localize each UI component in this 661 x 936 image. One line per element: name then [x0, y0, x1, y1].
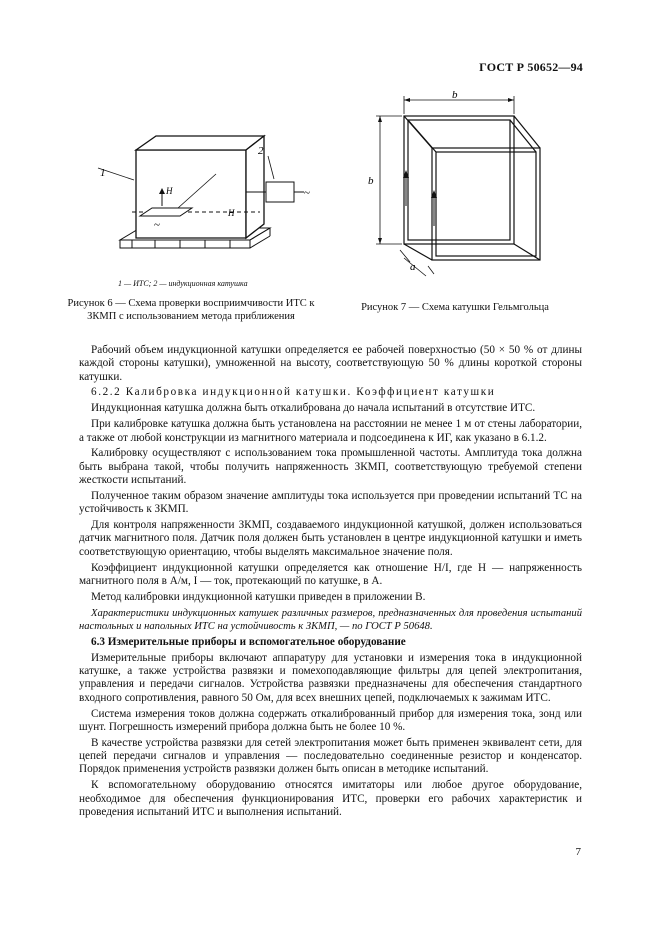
figure6-tilde-left: ~ [154, 219, 160, 231]
figure7-caption: Рисунок 7 — Схема катушки Гельмгольца [361, 302, 549, 313]
section-heading: 6.3 Измерительные приборы и вспомогательное оборудование [91, 635, 406, 648]
paragraph: Коэффициент индукционной катушки определяется как отношение H/I, где H — напряженность магнитного поля в А/м, I — ток, протекающий по катушке, в А. [79, 561, 582, 587]
paragraph: В качестве устройства развязки для сетей электропитания может быть применен эквивалент сети, для цепей передачи сигналов и управления — последовательно соединенные резистор и конденсатор. Порядок применения устройств развязки должен быть описан в методике испытаний. [79, 736, 582, 776]
figure6-legend: 1 — ИТС; 2 — индукционная катушка [118, 279, 248, 288]
paragraph: Индукционная катушка должна быть откалибрована до начала испытаний в отсутствие ИТС. [91, 402, 536, 415]
paragraph: Измерительные приборы включают аппаратуру для установки и измерения тока в индукционной катушке, а также устройства развязки и помехоподавляющие фильтры для цепей электропитания, управления и передачи сигналов. Устройства развязки предназначены для обеспечения стандартного входного сопротивления, равного 50 Ом, для всех внешних цепей, подключаемых к зажимам ИТС. [79, 651, 582, 704]
figure6-label-1: 1 [100, 167, 106, 179]
figure6-caption: Рисунок 6 — Схема проверки восприимчивости ИТС к ЗКМП с использованием метода приближения [67, 298, 315, 322]
paragraph: Система измерения токов должна содержать откалиброванный прибор для измерения тока, зонд или шунт. Погрешность измерений прибора должна быть не более 10 %. [79, 707, 582, 733]
paragraph: Калибровку осуществляют с использованием тока промышленной частоты. Амплитуда тока должна быть выбрана такой, чтобы получить напряженность ЗКМП, соответствующую требуемой степени жесткости испытаний. [79, 447, 582, 487]
figure7-label-a: a [410, 261, 416, 273]
standard-code: ГОСТ Р 50652—94 [479, 60, 583, 74]
figure-6-diagram [60, 132, 320, 292]
body-text [79, 344, 582, 822]
paragraph: Рабочий объем индукционной катушки определяется ее рабочей поверхностью (50 × 50 % от длины каждой стороны катушки), умноженной на высоту, соответствующую 50 % длины короткой стороны катушки. [79, 344, 582, 383]
subsection-heading: 6.2.2 Калибровка индукционной катушки. Коэффициент катушки [91, 386, 496, 399]
figure7-label-b-top: b [452, 89, 458, 101]
page-number: 7 [575, 846, 581, 858]
paragraph: К вспомогательному оборудованию относятся имитаторы или любое другое оборудование, необходимое для обеспечения функционирования ИТС, проверки его рабочих характеристик и проведения испытаний ИТС и выполнения испытаний. [79, 779, 582, 818]
paragraph: Метод калибровки индукционной катушки приведен в приложении В. [91, 590, 426, 603]
figure6-label-2: 2 [258, 145, 264, 157]
figure6-tilde-right: ~ [304, 187, 310, 199]
figure6-label-h-right: H [228, 208, 235, 218]
paragraph: При калибровке катушка должна быть установлена на расстоянии не менее 1 м от стены лаборатории, а также от любой конструкции из магнитного материала и подсоединена к ИГ, как указано в 6.1.2. [79, 418, 582, 444]
figure-7-diagram [360, 86, 560, 286]
paragraph: Полученное таким образом значение амплитуды тока используется при проведении испытаний ТС на устойчивость к ЗКМП. [79, 489, 582, 516]
paragraph: Для контроля напряженности ЗКМП, создаваемого индукционной катушкой, должен использоваться датчик магнитного поля. Датчик поля должен быть установлен в центре индукционной катушки и иметь соответствующую ориентацию, чтобы выделять максимальное значение поля. [79, 519, 582, 558]
figure6-label-h-left: H [166, 186, 173, 196]
figure7-label-b-left: b [368, 175, 374, 187]
italic-note: Характеристики индукционных катушек различных размеров, предназначенных для проведения испытаний настольных и напольных ИТС на устойчивость к ЗКМП, — по ГОСТ Р 50648. [79, 607, 582, 632]
